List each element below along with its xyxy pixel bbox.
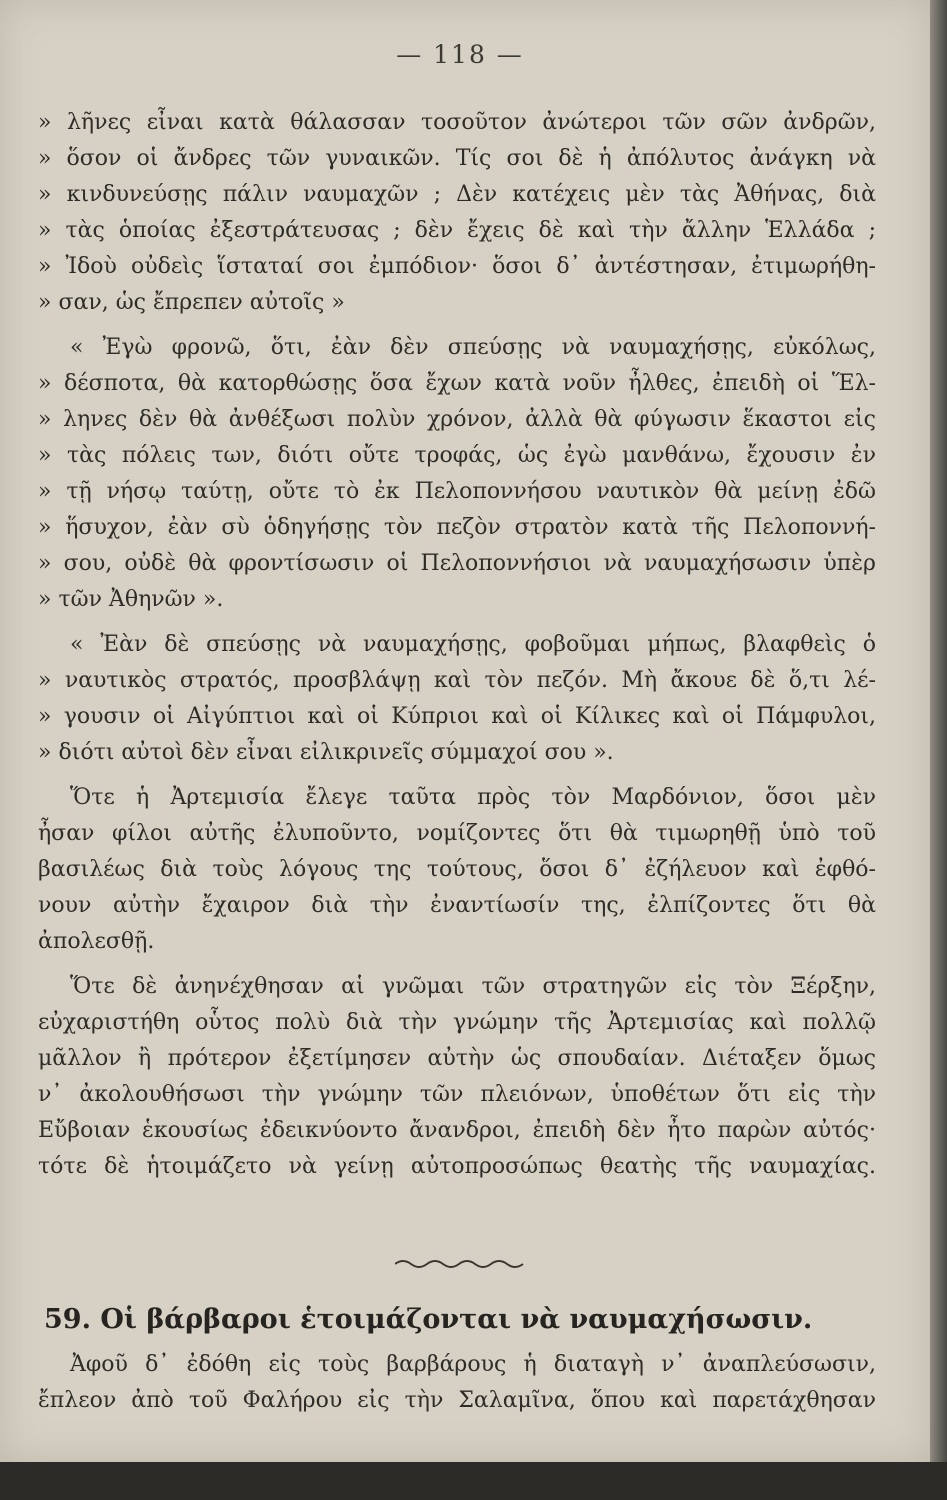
text-line: » γουσιν οἱ Αἰγύπτιοι καὶ οἱ Κύπριοι καὶ οἱ Κίλικες καὶ οἱ Πάμφυλοι, xyxy=(38,704,876,729)
text-line: Ὅτε δὲ ἀνηνέχθησαν αἱ γνῶμαι τῶν στρατηγῶν εἰς τὸν Ξέρξην, xyxy=(70,974,876,999)
text-line: » ληνες δὲν θὰ ἀνθέξωσι πολὺν χρόνον, ἀλλὰ θὰ φύγωσιν ἕκαστοι εἰς xyxy=(38,407,876,432)
text-line: βασιλέως διὰ τοὺς λόγους της τούτους, ὅσοι δ᾽ ἐζήλευον καὶ ἐφθό- xyxy=(38,857,876,882)
section-separator-ornament xyxy=(395,1256,525,1272)
text-line: » ἥσυχον, ἐὰν σὺ ὁδηγήσῃς τὸν πεζὸν στρατὸν κατὰ τῆς Πελοποννή- xyxy=(38,515,876,540)
text-line: ἔπλεον ἀπὸ τοῦ Φαλήρου εἰς τὴν Σαλαμῖνα, ὅπου καὶ παρετάχθησαν xyxy=(38,1388,876,1413)
text-line: » Ἰδοὺ οὐδεὶς ἵσταταί σοι ἐμπόδιον· ὅσοι δ᾽ ἀντέστησαν, ἐτιμωρήθη- xyxy=(38,254,876,279)
text-line: » σου, οὐδὲ θὰ φροντίσωσιν οἱ Πελοποννήσιοι νὰ ναυμαχήσωσιν ὑπὲρ xyxy=(38,551,876,576)
text-line: » διότι αὐτοὶ δὲν εἶναι εἰλικρινεῖς σύμμαχοί σου ». xyxy=(38,740,614,765)
text-line: » τὰς ὁποίας ἐξεστράτευσας ; δὲν ἔχεις δὲ καὶ τὴν ἄλλην Ἑλλάδα ; xyxy=(38,218,876,243)
text-line: » τῶν Ἀθηνῶν ». xyxy=(38,587,224,612)
text-line: Εὔβοιαν ἑκουσίως ἐδεικνύοντο ἄνανδροι, ἐπειδὴ δὲν ἦτο παρὼν αὐτός· xyxy=(38,1118,876,1143)
text-line: ν᾽ ἀκολουθήσωσι τὴν γνώμην τῶν πλειόνων, ὑποθέτων ὅτι εἰς τὴν xyxy=(38,1082,876,1107)
text-line: Ὅτε ἡ Ἀρτεμισία ἔλεγε ταῦτα πρὸς τὸν Μαρδόνιον, ὅσοι μὲν xyxy=(70,785,876,810)
text-line: » ναυτικὸς στρατός, προσβλάψῃ καὶ τὸν πεζόν. Μὴ ἄκουε δὲ ὅ,τι λέ- xyxy=(38,668,876,693)
text-line: » ὅσον οἱ ἄνδρες τῶν γυναικῶν. Τίς σοι δὲ ἡ ἀπόλυτος ἀνάγκη νὰ xyxy=(38,146,876,171)
section-heading: 59. Οἱ βάρβαροι ἑτοιμάζονται νὰ ναυμαχήσωσιν. xyxy=(44,1304,813,1335)
text-line: ἦσαν φίλοι αὐτῆς ἐλυποῦντο, νομίζοντες ὅτι θὰ τιμωρηθῇ ὑπὸ τοῦ xyxy=(38,821,876,846)
scan-background xyxy=(0,1462,947,1500)
text-line: μᾶλλον ἢ πρότερον ἐξετίμησεν αὐτὴν ὡς σπουδαίαν. Διέταξεν ὅμως xyxy=(38,1046,876,1071)
text-line: » δέσποτα, θὰ κατορθώσῃς ὅσα ἔχων κατὰ νοῦν ἦλθες, ἐπειδὴ οἱ Ἕλ- xyxy=(38,371,876,396)
text-line: » τῇ νήσῳ ταύτῃ, οὔτε τὸ ἐκ Πελοποννήσου ναυτικὸν θὰ μείνῃ ἐδῶ xyxy=(38,479,876,504)
text-line: » τὰς πόλεις των, διότι οὔτε τροφάς, ὡς ἐγὼ μανθάνω, ἔχουσιν ἐν xyxy=(38,443,876,468)
text-line: νουν αὐτὴν ἔχαιρον διὰ τὴν ἐναντίωσίν της, ἐλπίζοντες ὅτι θὰ xyxy=(38,893,876,918)
text-line: » λῆνες εἶναι κατὰ θάλασσαν τοσοῦτον ἀνώτεροι τῶν σῶν ἀνδρῶν, xyxy=(38,110,876,135)
page-number: — 118 — xyxy=(396,40,524,69)
text-line: ἀπολεσθῇ. xyxy=(38,929,155,954)
text-line: εὐχαριστήθη οὗτος πολὺ διὰ τὴν γνώμην τῆς Ἀρτεμισίας καὶ πολλῷ xyxy=(38,1010,876,1035)
text-line: « Ἐγὼ φρονῶ, ὅτι, ἐὰν δὲν σπεύσῃς νὰ ναυμαχήσῃς, εὐκόλως, xyxy=(70,335,876,360)
text-line: » κινδυνεύσῃς πάλιν ναυμαχῶν ; Δὲν κατέχεις μὲν τὰς Ἀθήνας, διὰ xyxy=(38,182,876,207)
page-edge xyxy=(930,0,947,1462)
text-line: » σαν, ὡς ἔπρεπεν αὐτοῖς » xyxy=(38,290,345,315)
text-line: Ἀφοῦ δ᾽ ἐδόθη εἰς τοὺς βαρβάρους ἡ διαταγὴ ν᾽ ἀναπλεύσωσιν, xyxy=(70,1352,876,1377)
text-line: « Ἐὰν δὲ σπεύσῃς νὰ ναυμαχήσῃς, φοβοῦμαι μήπως, βλαφθεὶς ὁ xyxy=(70,632,876,657)
text-line: τότε δὲ ἡτοιμάζετο νὰ γείνῃ αὐτοπροσώπως θεατὴς τῆς ναυμαχίας. xyxy=(38,1154,876,1179)
